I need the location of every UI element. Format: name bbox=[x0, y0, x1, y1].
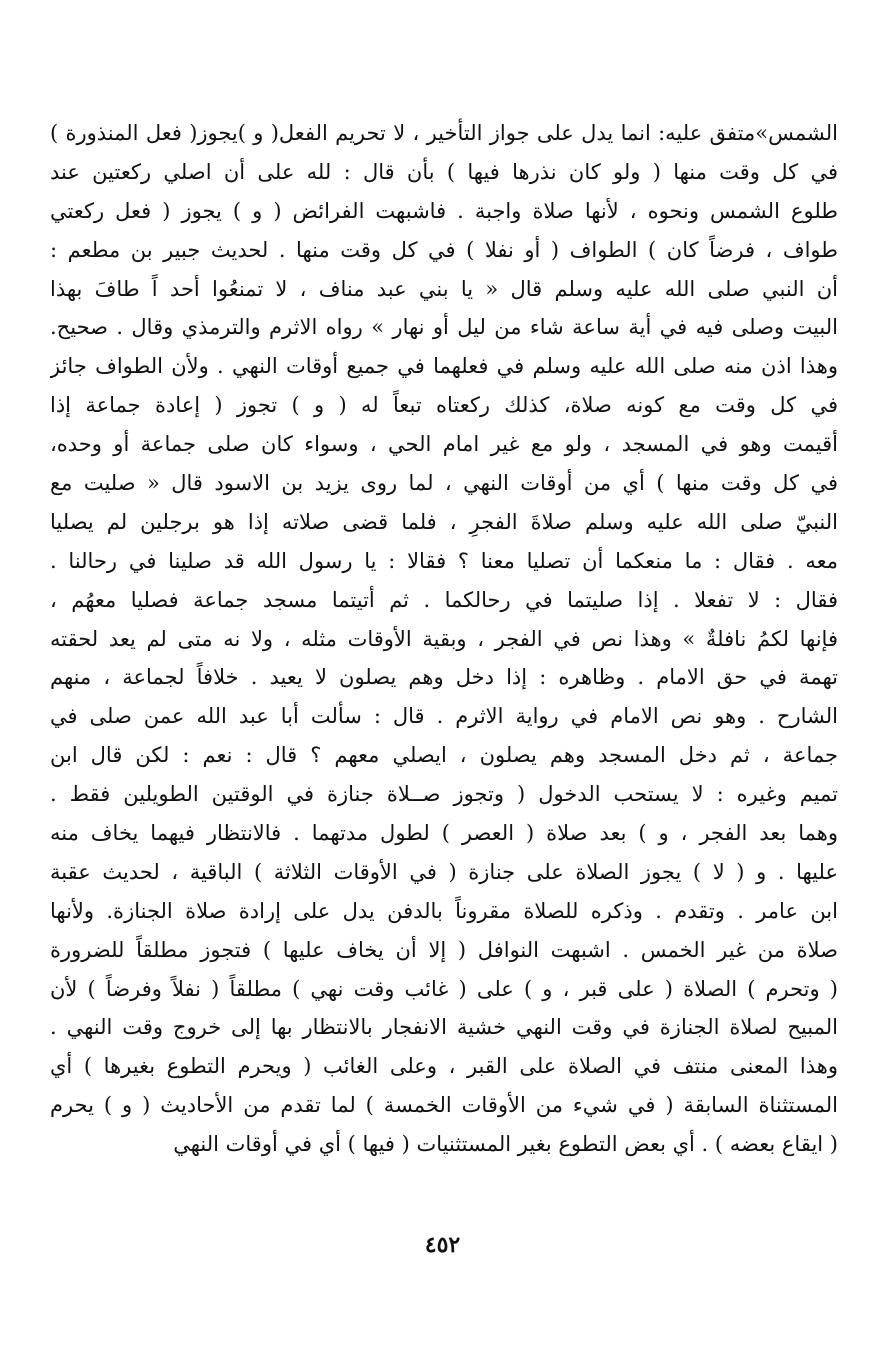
text-line: ابن عامر . وتقدم . وذكره للصلاة مقروناً بالدفن يدل على إرادة صلاة الجنازة. ولأنها bbox=[50, 898, 838, 923]
text-line: وهذا المعنى منتف في الصلاة على القبر ، وعلى الغائب ( ويحرم التطوع بغيرها ) أي bbox=[50, 1054, 838, 1079]
text-line: ( ايقاع بعضه ) . أي بعض التطوع بغير المستثنيات ( فيها ) أي في أوقات النهي bbox=[173, 1132, 838, 1157]
text-line: أن النبي صلى الله عليه وسلم قال « يا بني عبد مناف ، لا تمنعُوا أحد اً طافَ بهذا bbox=[50, 276, 838, 301]
text-line: المستثناة السابقة ( في شيء من الأوقات الخمسة ) لما تقدم من الأحاديث ( و ) يحرم bbox=[50, 1093, 838, 1118]
text-line: ( وتحرم ) الصلاة ( على قبر ، و ) على ( غائب وقت نهي ) مطلقاً ( نفلاً وفرضاً ) لأن bbox=[50, 976, 838, 1001]
text-line: النبيّ صلى الله عليه وسلم صلاةَ الفجرِ ، فلما قضى صلاته إذا هو برجلين لم يصليا bbox=[50, 509, 838, 534]
text-line: وهما بعد الفجر ، و ) بعد صلاة ( العصر ) لطول مدتهما . فالانتظار فيهما يخاف منه bbox=[50, 821, 838, 846]
text-line: طواف ، فرضاً كان ) الطواف ( أو نفلا ) في كل وقت منها . لحديث جبير بن مطعم : bbox=[50, 237, 838, 262]
text-line: وهذا اذن منه صلى الله عليه وسلم في فعلهما في جميع أوقات النهي . ولأن الطواف جائز bbox=[50, 354, 838, 379]
text-line: البيت وصلى فيه في أية ساعة شاء من ليل أو نهار » رواه الاثرم والترمذي وقال . صحيح. bbox=[50, 315, 838, 340]
text-line: الشارح . وهو نص الامام في رواية الاثرم . قال : سألت أبا عبد الله عمن صلى في bbox=[50, 704, 838, 729]
text-line: تميم وغيره : لا يستحب الدخول ( وتجوز صــلاة جنازة في الوقتين الطويلين فقط . bbox=[50, 782, 838, 807]
page-number: ٤٥٢ bbox=[424, 1232, 461, 1258]
text-line: الشمس»متفق عليه: انما يدل على جواز التأخير ، لا تحريم الفعل( و )يجوز( فعل المنذورة ) bbox=[50, 121, 838, 145]
text-line: تهمة في حق الامام . وظاهره : إذا دخل وهم يصلون لا يعيد . خلافاً لجماعة ، منهم bbox=[50, 665, 838, 690]
text-line: معه . فقال : ما منعكما أن تصليا معنا ؟ فقالا : يا رسول الله قد صلينا في رحالنا . bbox=[50, 548, 838, 573]
text-line: عليها . و ( لا ) يجوز الصلاة على جنازة ( في الأوقات الثلاثة ) الباقية ، لحديث عقبة bbox=[50, 859, 838, 884]
text-line: المبيح لصلاة الجنازة في وقت النهي خشية الانفجار بالانتظار بها إلى خروج وقت النهي . bbox=[50, 1015, 838, 1040]
text-line: فإنها لكمُ نافلةٌ » وهذا نص في الفجر ، وبقية الأوقات مثله ، ولا نه متى لم يعد لحقته bbox=[50, 626, 838, 651]
text-line: أقيمت وهو في المسجد ، ولو مع غير امام الحي ، وسواء كان صلى جماعة أو وحده، bbox=[50, 432, 838, 457]
text-line: جماعة ، ثم دخل المسجد وهم يصلون ، ايصلي معهم ؟ قال : نعم : لكن قال ابن bbox=[50, 743, 838, 768]
text-line: في كل وقت مع كونه صلاة، كذلك ركعتاه تبعاً له ( و ) تجوز ( إعادة جماعة إذا bbox=[50, 393, 838, 418]
text-line: طلوع الشمس ونحوه ، لأنها صلاة واجبة . فاشبهت الفرائض ( و ) يجوز ( فعل ركعتي bbox=[50, 198, 838, 223]
text-line: فقال : لا تفعلا . إذا صليتما في رحالكما . ثم أتيتما مسجد جماعة فصليا معهُم ، bbox=[50, 587, 838, 612]
text-line: في كل وقت منها ) أي من أوقات النهي ، لما روى يزيد بن الاسود قال « صليت مع bbox=[50, 471, 838, 496]
text-line: في كل وقت منها ( ولو كان نذرها فيها ) بأن قال : لله على أن اصلي ركعتين عند bbox=[50, 159, 838, 184]
text-line: صلاة من غير الخمس . اشبهت النوافل ( إلا أن يخاف عليها ) فتجوز مطلقاً للضرورة bbox=[50, 937, 838, 962]
body-text bbox=[50, 114, 838, 1164]
